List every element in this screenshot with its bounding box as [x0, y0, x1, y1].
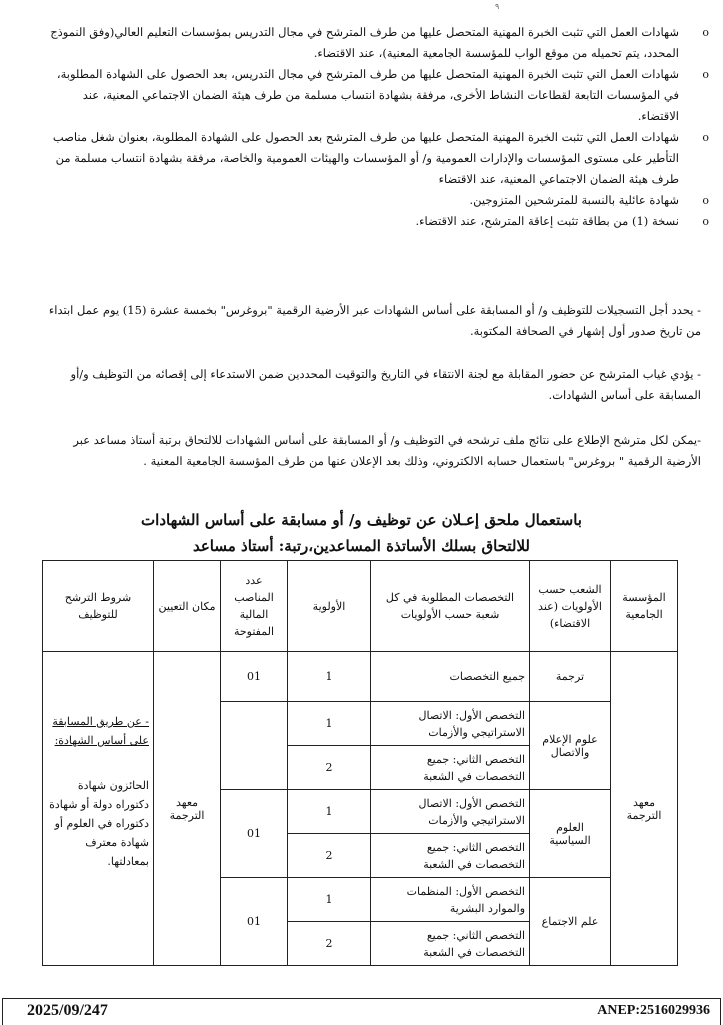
cell-posts: 01 — [221, 790, 288, 878]
paragraph-deadline: - يحدد أجل التسجيلات للتوظيف و/ أو المسابقة على أساس الشهادات عبر الأرضية الرقمية "بروغرس" بخمسة عشرة (15) يوم عمل ابتداء من تاريخ صدور أول إشهار في الصحافة المكتوبة. — [48, 303, 701, 338]
bullet-icon: o — [702, 26, 709, 39]
bullet-icon: o — [702, 68, 709, 81]
announcement-title: باستعمال ملحق إعـلان عن توظيف و/ أو مسابقة على أساس الشهادات — [141, 511, 582, 529]
cell-priority: 1 — [288, 878, 371, 922]
cell-posts: 01 — [221, 652, 288, 702]
requirements-list — [40, 22, 709, 232]
conditions-body: الحائزون شهادة دكتوراه دولة أو شهادة دكتوراه في العلوم أو شهادة معترف بمعادلتها. — [49, 779, 149, 868]
paragraph-results: -يمكن لكل مترشح الإطلاع على نتائج ملف ترشحه في التوظيف و/ أو المسابقة على أساس الشهادات للالتحاق برتبة أستاذ مساعد عبر الأرضية الرقمية " بروغرس" باستعمال حسابه الالكتروني، وذلك بعد الإعلان عنها من طرف المؤسسة الجامعية المعنية . — [73, 433, 701, 468]
cell-specialty: جميع التخصصات — [371, 652, 530, 702]
announcement-subtitle: للالتحاق بسلك الأساتذة المساعدين،رتبة: أستاذ مساعد — [192, 537, 531, 555]
cell-priority: 2 — [288, 922, 371, 966]
cell-specialty: التخصص الأول: المنظمات والموارد البشرية — [371, 878, 530, 922]
header-conditions: شروط الترشح للتوظيف — [43, 561, 154, 652]
page-mark: ٩ — [495, 2, 500, 11]
requirement-item: o نسخة (1) من بطاقة تثبت إعاقة المترشح، عند الاقتضاء. — [40, 211, 683, 232]
cell-institution: معهد الترجمة — [611, 652, 678, 966]
paragraph-absence: - يؤدي غياب المترشح عن حضور المقابلة مع لجنة الانتقاء في التاريخ والتوقيت المحددين ضمن الاستدعاء إلى إقصائه من التوظيف و/أو المسابقة على أساس الشهادات. — [70, 367, 701, 402]
requirement-item: o شهادات العمل التي تثبت الخبرة المهنية المتحصل عليها من طرف المترشح في مجال التدريس، بعد الحصول على الشهادة المطلوبة، في المؤسسات التابعة لقطاعات النشاط الأخرى، مرفقة بشهادة انتساب مسلمة من طرف هيئة الضمان الاجتماعي المعنية، عند الاقتضاء. — [40, 64, 683, 127]
requirement-item: o شهادة عائلية بالنسبة للمترشحين المتزوجين. — [40, 190, 683, 211]
bullet-icon: o — [702, 131, 709, 144]
conditions-title: - عن طريق المسابقة على أساس الشهادة: — [52, 715, 149, 747]
cell-specialty: التخصص الأول: الاتصال الاستراتيجي والأزمات — [371, 702, 530, 746]
bullet-icon: o — [702, 215, 709, 228]
bullet-icon: o — [702, 194, 709, 207]
table-header-row — [43, 561, 678, 652]
cell-posts: 01 — [221, 878, 288, 966]
cell-priority: 2 — [288, 746, 371, 790]
footer-date: 2025/09/247 — [27, 1002, 108, 1019]
cell-location: معهد الترجمة — [154, 652, 221, 966]
cell-posts — [221, 702, 288, 790]
cell-specialty: التخصص الثاني: جميع التخصصات في الشعبة — [371, 834, 530, 878]
cell-branch: ترجمة — [530, 652, 611, 702]
cell-conditions — [43, 652, 154, 966]
header-location: مكان التعيين — [154, 561, 221, 652]
cell-priority: 1 — [288, 652, 371, 702]
footer-anep-code: ANEP:2516029936 — [597, 1003, 710, 1018]
header-branch: الشعب حسب الأولويات (عند الاقتضاء) — [530, 561, 611, 652]
cell-specialty: التخصص الثاني: جميع التخصصات في الشعبة — [371, 746, 530, 790]
cell-priority: 1 — [288, 790, 371, 834]
footer-bar — [2, 998, 721, 1025]
cell-specialty: التخصص الثاني: جميع التخصصات في الشعبة — [371, 922, 530, 966]
header-posts: عدد المناصب المالية المفتوحة — [221, 561, 288, 652]
table-row — [43, 652, 678, 702]
cell-branch: العلوم السياسية — [530, 790, 611, 878]
cell-priority: 1 — [288, 702, 371, 746]
positions-table — [42, 560, 678, 966]
cell-specialty: التخصص الأول: الاتصال الاستراتيجي والأزمات — [371, 790, 530, 834]
requirement-item: o شهادات العمل التي تثبت الخبرة المهنية المتحصل عليها من طرف المترشح بعد الحصول على الشهادة المطلوبة، بعنوان شغل مناصب التأطير على مستوى المؤسسات والإدارات العمومية و/ أو المؤسسات والهيئات العمومية والخاصة، مرفقة بشهادة انتساب مسلمة من طرف هيئة الضمان الاجتماعي المعنية، عند الاقتضاء — [40, 127, 683, 190]
header-institution: المؤسسة الجامعية — [611, 561, 678, 652]
cell-branch: علوم الإعلام والاتصال — [530, 702, 611, 790]
header-priority: الأولوية — [288, 561, 371, 652]
requirement-item: o شهادات العمل التي تثبت الخبرة المهنية المتحصل عليها من طرف المترشح في مجال التدريس بمؤسسات التعليم العالي(وفق النموذج المحدد، يتم تحميله من موقع الواب للمؤسسة الجامعية المعنية)، عند الاقتضاء. — [40, 22, 683, 64]
cell-branch: علم الاجتماع — [530, 878, 611, 966]
header-specialties: التخصصات المطلوبة في كل شعبة حسب الأولويات — [371, 561, 530, 652]
cell-priority: 2 — [288, 834, 371, 878]
